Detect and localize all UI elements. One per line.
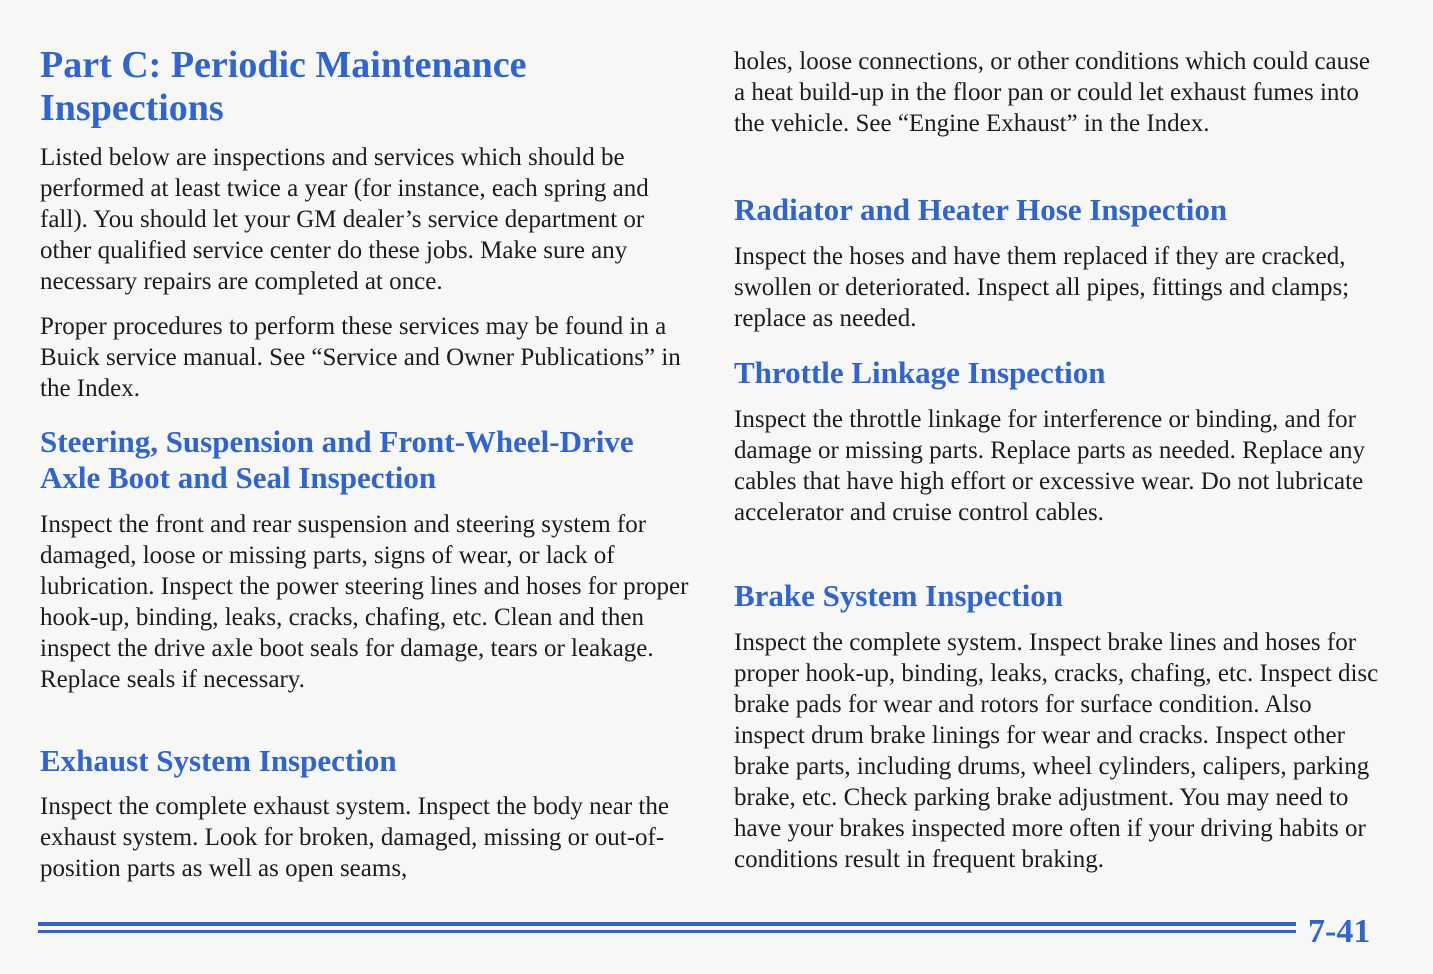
steering-body: Inspect the front and rear suspension and steering system for damaged, loose or missing parts, signs of wear, or lack of lubrication. Inspect the power steering lines and hoses for proper hook-up, binding, leaks, cracks, chafing, etc. Clean and then inspect the drive axle boot seals for damage, tears or leakage. Replace seals if necessary. — [40, 511, 689, 693]
radiator-body: Inspect the hoses and have them replaced if they are cracked, swollen or deteriorated. Inspect all pipes, fittings and clamps; replace as needed. — [734, 243, 1350, 332]
throttle-heading: Throttle Linkage Inspection — [734, 355, 1106, 390]
page-title — [40, 44, 690, 130]
intro-paragraph-1: Listed below are inspections and services which should be performed at least twice a year (for instance, each spring and fall). You should let your GM dealer’s service department or other qualified service center do these jobs. Make sure any necessary repairs are completed at once. — [40, 144, 649, 295]
throttle-body: Inspect the throttle linkage for interference or binding, and for damage or missing parts. Replace parts as needed. Replace any cables that have high effort or excessive wear. Do not lubricate accelerator and cruise control cables. — [734, 406, 1366, 526]
exhaust-body-continued: holes, loose connections, or other conditions which could cause a heat build-up in the floor pan or could let exhaust fumes into the vehicle. See “Engine Exhaust” in the Index. — [734, 48, 1370, 137]
footer-rule-line-top — [38, 922, 1296, 926]
page-title-line-2: Inspections — [40, 87, 224, 129]
intro-paragraph-2: Proper procedures to perform these services may be found in a Buick service manual. See “Service and Owner Publications” in the Index. — [40, 313, 681, 402]
page-number: 7-41 — [1308, 913, 1371, 950]
left-column — [40, 0, 690, 882]
brake-body: Inspect the complete system. Inspect brake lines and hoses for proper hook-up, binding, leaks, cracks, chafing, etc. Inspect disc brake pads for wear and rotors for surface condition. Also inspect drum brake linings for wear and cracks. Inspect other brake parts, including drums, wheel cylinders, calipers, parking brake, etc. Check parking brake adjustment. You may need to have your brakes inspected more often if your driving habits or conditions result in frequent braking. — [734, 629, 1379, 873]
footer-rule-line-bottom — [38, 930, 1296, 933]
brake-heading: Brake System Inspection — [734, 578, 1063, 613]
radiator-heading: Radiator and Heater Hose Inspection — [734, 192, 1228, 227]
exhaust-heading: Exhaust System Inspection — [40, 743, 397, 778]
exhaust-body: Inspect the complete exhaust system. Inspect the body near the exhaust system. Look for broken, damaged, missing or out-of-position parts as well as open seams, — [40, 793, 669, 882]
steering-heading: Steering, Suspension and Front-Wheel-Drive Axle Boot and Seal Inspection — [40, 424, 634, 495]
page-title-line-1: Part C: Periodic Maintenance — [40, 44, 527, 86]
footer-rule — [38, 922, 1296, 938]
